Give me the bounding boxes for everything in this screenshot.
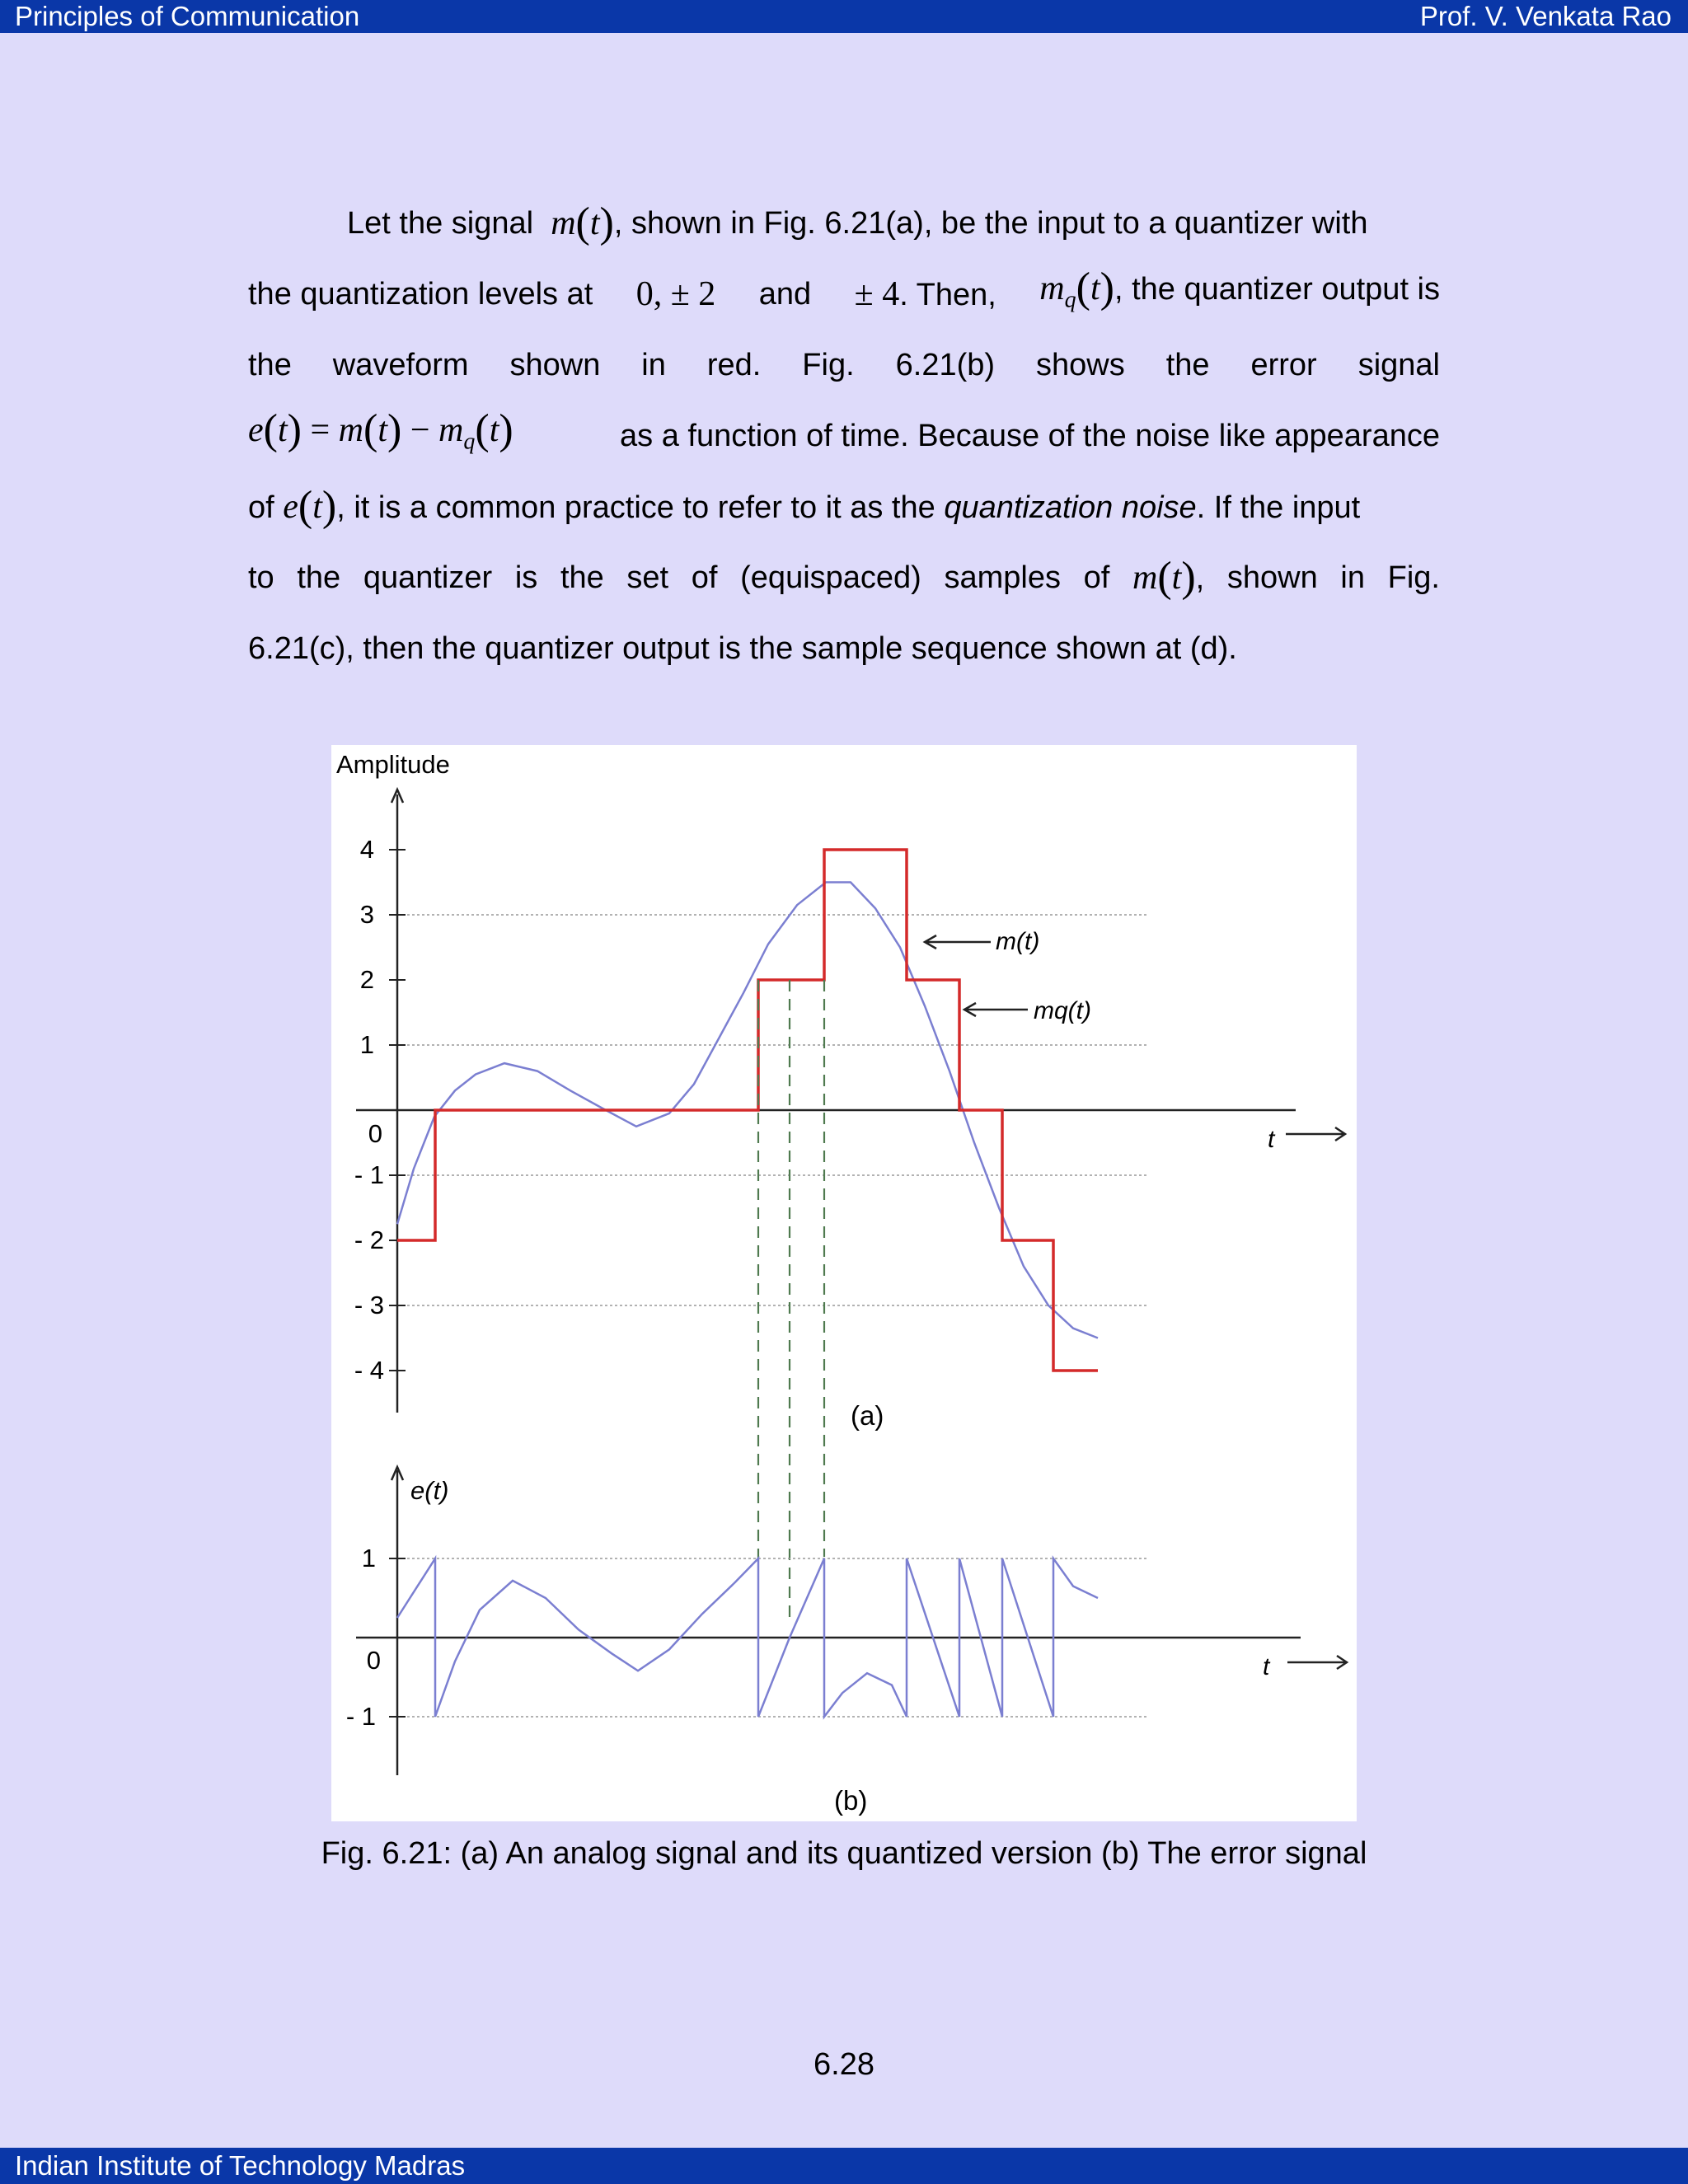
panel-a-label: (a) [851, 1400, 884, 1431]
page-number: 6.28 [814, 2047, 874, 2082]
para-line-1: Let the signal m(t) , shown in Fig. 6.21(a), be the input to a quantizer with [347, 199, 1368, 246]
word: 6.21(b) [895, 348, 996, 382]
y-tick-label: - 3 [354, 1291, 384, 1319]
word: signal [1357, 348, 1440, 382]
word: red. [706, 348, 762, 382]
y-tick-label: 1 [359, 1030, 374, 1059]
y-axis-label-a: Amplitude [336, 750, 450, 779]
y-axis-label-b: e(t) [410, 1476, 449, 1505]
word: of [691, 560, 718, 595]
y-tick-label: - 2 [354, 1226, 384, 1254]
figure-caption: Fig. 6.21: (a) An analog signal and its quantized version (b) The error signal [321, 1836, 1367, 1871]
x-axis-label-a: t [1268, 1126, 1275, 1153]
para-line-6: to the quantizer is the set of (equispaced) samples of m(t), shown in Fig. [248, 542, 1440, 613]
body-paragraph [248, 188, 1440, 684]
word: error [1250, 348, 1317, 382]
word: is [514, 560, 538, 595]
figure-6-21 [331, 745, 1357, 1821]
figure-background [331, 745, 1357, 1821]
y-tick-label: 0 [368, 1119, 382, 1148]
para-line-7: 6.21(c), then the quantizer output is the sample sequence shown at (d). [248, 631, 1237, 666]
header-bar [0, 0, 1688, 33]
x-axis-label-b: t [1263, 1653, 1270, 1680]
y-tick-label: 4 [359, 835, 374, 864]
word: in [641, 348, 666, 382]
word: the [297, 560, 341, 595]
panel-b-label: (b) [834, 1785, 868, 1816]
word: the [560, 560, 604, 595]
mq-t-label: mq(t) [1034, 997, 1091, 1024]
word: waveform [332, 348, 469, 382]
y-tick-label: - 1 [354, 1160, 384, 1189]
header-left: Principles of Communication [15, 1, 360, 31]
y-tick-label: 1 [361, 1544, 376, 1572]
para-line-3 [248, 330, 1440, 401]
word: Fig. [802, 348, 855, 382]
y-tick-label: 0 [366, 1646, 381, 1675]
word: (equispaced) [740, 560, 921, 595]
m-t-label: m(t) [996, 928, 1040, 955]
word: quantizer [363, 560, 493, 595]
header-right: Prof. V. Venkata Rao [1419, 1, 1672, 31]
word: samples [944, 560, 1061, 595]
footer-left: Indian Institute of Technology Madras [15, 2150, 466, 2181]
y-tick-label: 3 [359, 900, 374, 929]
y-tick-label: 2 [359, 965, 374, 994]
word: the [248, 348, 292, 382]
word: to [248, 560, 274, 595]
para-line-2: the quantization levels at 0, ± 2 and ± 4. Then, $m_q(t)$, the quantizer output is [248, 264, 1440, 313]
para-line-5: of e(t), it is a common practice to refer to it as the quantization noise. If the input [248, 482, 1361, 530]
word: of [1083, 560, 1110, 595]
para-line-4: $e(t) = m(t) - m_q(t)$ as a function of time. Because of the noise like appearance [248, 405, 1440, 455]
word: shown [509, 348, 601, 382]
y-tick-label: - 4 [354, 1356, 384, 1385]
word: the [1165, 348, 1210, 382]
footer-bar [0, 2148, 1688, 2184]
y-tick-label: - 1 [345, 1702, 376, 1731]
word: set [626, 560, 669, 595]
word: shows [1036, 348, 1125, 382]
